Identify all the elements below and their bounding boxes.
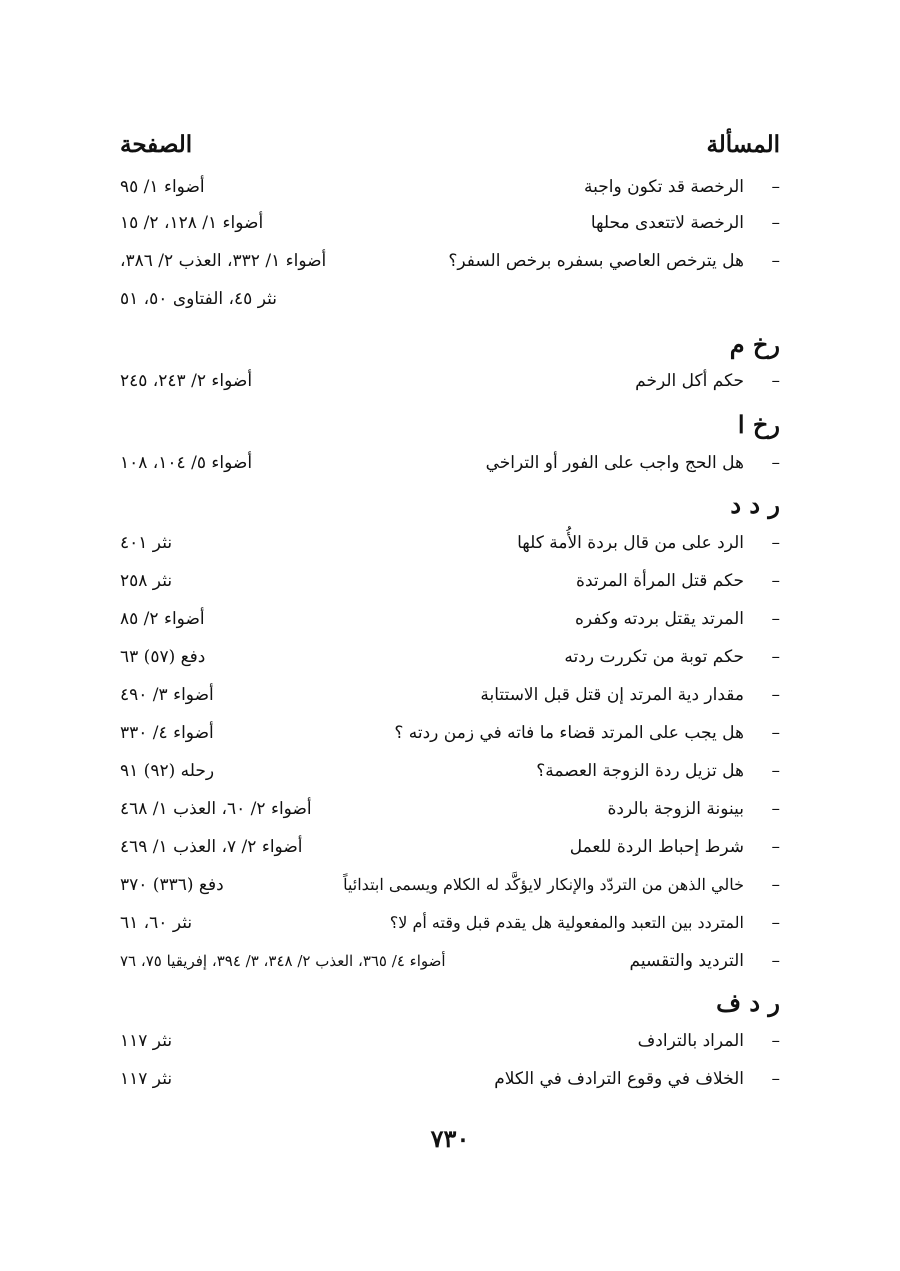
entry-text: خالي الذهن من التردّد والإنكار لايؤكَّد له الكلام ويسمى ابتدائياً bbox=[343, 875, 744, 894]
index-entry: – مقدار دية المرتد إن قتل قبل الاستتابة أضواء ٣/ ٤٩٠ bbox=[120, 678, 780, 712]
entry-text: الترديد والتقسيم bbox=[629, 951, 744, 971]
entry-text: الخلاف في وقوع الترادف في الكلام bbox=[494, 1069, 744, 1089]
entry-ref: أضواء ٢/ ٨٥ bbox=[120, 609, 205, 629]
entry-ref: أضواء ٢/ ٢٤٣، ٢٤٥ bbox=[120, 371, 253, 391]
entry-ref: نثر ١١٧ bbox=[120, 1069, 173, 1089]
entry-text: هل يترخص العاصي بسفره برخص السفر؟ bbox=[448, 251, 744, 271]
index-entry: – هل يترخص العاصي بسفره برخص السفر؟ أضواء ١/ ٣٣٢، العذب ٢/ ٣٨٦، bbox=[120, 244, 780, 278]
entry-text: مقدار دية المرتد إن قتل قبل الاستتابة bbox=[480, 685, 744, 705]
index-entry: – حكم توبة من تكررت ردته دفع (٥٧) ٦٣ bbox=[120, 640, 780, 674]
header-page: الصفحة bbox=[120, 130, 193, 158]
entry-text: شرط إحباط الردة للعمل bbox=[569, 837, 744, 857]
column-header bbox=[120, 124, 780, 164]
entry-ref: نثر ١١٧ bbox=[120, 1031, 173, 1051]
index-entry: – هل يجب على المرتد قضاء ما فاته في زمن ردته ؟ أضواء ٤/ ٣٣٠ bbox=[120, 716, 780, 750]
index-entry: – حكم أكل الرخم أضواء ٢/ ٢٤٣، ٢٤٥ bbox=[120, 364, 780, 398]
entry-text: الرد على من قال بردة الأُمة كلها bbox=[517, 533, 744, 553]
entry-ref: نثر ٤٥، الفتاوى ٥٠، ٥١ bbox=[120, 289, 277, 309]
entry-ref: دفع (٣٣٦) ٣٧٠ bbox=[120, 875, 224, 895]
entry-ref: أضواء ١/ ١٢٨، ٢/ ١٥ bbox=[120, 213, 264, 233]
entry-ref: نثر ٦٠، ٦١ bbox=[120, 913, 193, 933]
index-entry: – هل تزيل ردة الزوجة العصمة؟ رحله (٩٢) ٩١ bbox=[120, 754, 780, 788]
section-heading: ر د د bbox=[730, 490, 780, 519]
entry-text: هل الحج واجب على الفور أو التراخي bbox=[485, 453, 744, 473]
index-entry: – حكم قتل المرأة المرتدة نثر ٢٥٨ bbox=[120, 564, 780, 598]
entry-ref: دفع (٥٧) ٦٣ bbox=[120, 647, 206, 667]
entry-ref: رحله (٩٢) ٩١ bbox=[120, 761, 215, 781]
entry-text: المرتد يقتل بردته وكفره bbox=[574, 609, 744, 629]
entry-ref: أضواء ١/ ٩٥ bbox=[120, 177, 205, 197]
section-heading: ر د ف bbox=[716, 988, 780, 1017]
page-number: ٧٣٠ bbox=[430, 1124, 470, 1153]
index-entry: – شرط إحباط الردة للعمل أضواء ٢/ ٧، العذب ١/ ٤٦٩ bbox=[120, 830, 780, 864]
entry-text: الرخصة لاتتعدى محلها bbox=[590, 213, 744, 233]
entry-ref: أضواء ٤/ ٣٣٠ bbox=[120, 723, 214, 743]
entry-ref: أضواء ٢/ ٧، العذب ١/ ٤٦٩ bbox=[120, 837, 303, 857]
entry-ref: أضواء ٣/ ٤٩٠ bbox=[120, 685, 214, 705]
header-issue: المسألة bbox=[706, 130, 780, 158]
index-entry: – الرخصة قد تكون واجبة أضواء ١/ ٩٥ bbox=[120, 170, 780, 204]
entry-ref: أضواء ٤/ ٣٦٥، العذب ٢/ ٣٤٨، ٣/ ٣٩٤، إفريقيا ٧٥، ٧٦ bbox=[120, 952, 446, 970]
index-entry: – المراد بالترادف نثر ١١٧ bbox=[120, 1024, 780, 1058]
index-entry: – الخلاف في وقوع الترادف في الكلام نثر ١١٧ bbox=[120, 1062, 780, 1096]
entry-ref: أضواء ٥/ ١٠٤، ١٠٨ bbox=[120, 453, 253, 473]
entry-text: حكم أكل الرخم bbox=[635, 371, 744, 391]
section-heading: رخ م bbox=[729, 330, 780, 359]
index-entry: – الرخصة لاتتعدى محلها أضواء ١/ ١٢٨، ٢/ ١٥ bbox=[120, 206, 780, 240]
index-entry: – الرد على من قال بردة الأُمة كلها نثر ٤٠١ bbox=[120, 526, 780, 560]
entry-text: حكم توبة من تكررت ردته bbox=[564, 647, 744, 667]
entry-text: بينونة الزوجة بالردة bbox=[607, 799, 744, 819]
index-entry: – خالي الذهن من التردّد والإنكار لايؤكَّد له الكلام ويسمى ابتدائياً دفع (٣٣٦) ٣٧٠ bbox=[120, 868, 780, 902]
index-entry: – الترديد والتقسيم أضواء ٤/ ٣٦٥، العذب ٢/ ٣٤٨، ٣/ ٣٩٤، إفريقيا ٧٥، ٧٦ bbox=[120, 944, 780, 978]
entry-text: المتردد بين التعبد والمفعولية هل يقدم قبل وقته أم لا؟ bbox=[389, 913, 744, 932]
index-entry-continuation bbox=[120, 282, 780, 316]
entry-text: المراد بالترادف bbox=[637, 1031, 744, 1051]
index-entry: – المرتد يقتل بردته وكفره أضواء ٢/ ٨٥ bbox=[120, 602, 780, 636]
index-entry: – المتردد بين التعبد والمفعولية هل يقدم قبل وقته أم لا؟ نثر ٦٠، ٦١ bbox=[120, 906, 780, 940]
entry-text: هل تزيل ردة الزوجة العصمة؟ bbox=[536, 761, 744, 781]
section-heading: رخ ا bbox=[737, 410, 780, 439]
entry-ref: نثر ٢٥٨ bbox=[120, 571, 173, 591]
entry-ref: أضواء ١/ ٣٣٢، العذب ٢/ ٣٨٦، bbox=[120, 251, 327, 271]
entry-text: حكم قتل المرأة المرتدة bbox=[576, 571, 744, 591]
index-entry: – بينونة الزوجة بالردة أضواء ٢/ ٦٠، العذب ١/ ٤٦٨ bbox=[120, 792, 780, 826]
index-entry: – هل الحج واجب على الفور أو التراخي أضواء ٥/ ١٠٤، ١٠٨ bbox=[120, 446, 780, 480]
entry-text: الرخصة قد تكون واجبة bbox=[584, 177, 744, 197]
entry-text: هل يجب على المرتد قضاء ما فاته في زمن ردته ؟ bbox=[394, 723, 744, 743]
entry-ref: أضواء ٢/ ٦٠، العذب ١/ ٤٦٨ bbox=[120, 799, 312, 819]
entry-ref: نثر ٤٠١ bbox=[120, 533, 173, 553]
